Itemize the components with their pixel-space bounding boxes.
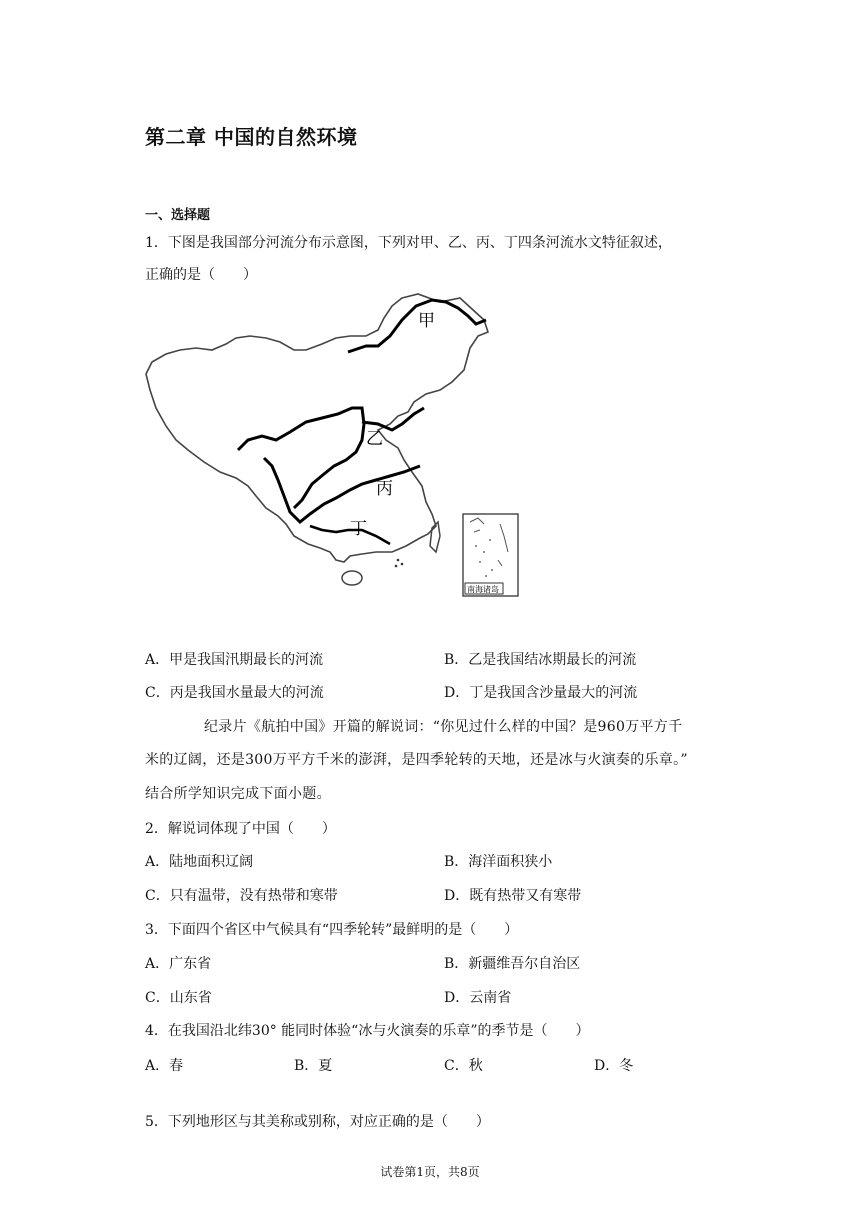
q4-option-d[interactable]: D．冬 <box>594 1058 634 1074</box>
chapter-title: 第二章 中国的自然环境 <box>145 125 358 149</box>
china-outline <box>146 294 488 562</box>
label-jia: 甲 <box>418 311 435 331</box>
q3-option-d[interactable]: D．云南省 <box>444 990 512 1006</box>
q4-stem: 4．在我国沿北纬30° 能同时体验“冰与火演奏的乐章”的季节是（ ） <box>145 1023 590 1039</box>
q3-option-a[interactable]: A．广东省 <box>145 956 212 972</box>
q3-option-b[interactable]: B．新疆维吾尔自治区 <box>444 956 581 972</box>
page-footer: 试卷第1页，共8页 <box>380 1165 480 1179</box>
river-jia <box>348 300 486 352</box>
q1-option-c[interactable]: C．丙是我国水量最大的河流 <box>145 685 324 701</box>
passage-line2: 米的辽阔，还是300万平方千米的澎湃，是四季轮转的天地，还是冰与火演奏的乐章。” <box>145 752 688 768</box>
passage-line1: 纪录片《航拍中国》开篇的解说词：“你见过什么样的中国？是960万平方千 <box>204 719 683 735</box>
hainan-island <box>342 571 362 585</box>
label-bing: 丙 <box>376 479 393 499</box>
q1-stem-line1: 1．下图是我国部分河流分布示意图，下列对甲、乙、丙、丁四条河流水文特征叙述， <box>145 235 672 251</box>
q2-option-d[interactable]: D．既有热带又有寒带 <box>444 888 582 904</box>
q3-stem: 3．下面四个省区中气候具有“四季轮转”最鲜明的是（ ） <box>145 922 519 938</box>
label-ding: 丁 <box>350 519 367 539</box>
inset-label: 南海诸岛 <box>467 585 499 594</box>
q1-option-a[interactable]: A．甲是我国汛期最长的河流 <box>145 652 324 668</box>
river-map-figure <box>140 290 530 602</box>
q4-option-b[interactable]: B．夏 <box>294 1058 333 1074</box>
q3-option-c[interactable]: C．山东省 <box>145 990 212 1006</box>
q1-option-d[interactable]: D．丁是我国含沙量最大的河流 <box>444 685 638 701</box>
q2-option-a[interactable]: A．陆地面积辽阔 <box>145 854 254 870</box>
q2-stem: 2．解说词体现了中国（ ） <box>145 821 336 837</box>
q1-stem-line2: 正确的是（ ） <box>145 267 257 283</box>
label-yi: 乙 <box>366 429 383 449</box>
q4-option-a[interactable]: A．春 <box>145 1058 184 1074</box>
q2-option-c[interactable]: C．只有温带，没有热带和寒带 <box>145 888 338 904</box>
q4-option-c[interactable]: C．秋 <box>444 1058 483 1074</box>
river-bing <box>264 458 420 522</box>
q1-option-b[interactable]: B．乙是我国结冰期最长的河流 <box>444 652 637 668</box>
q5-stem: 5．下列地形区与其美称或别称，对应正确的是（ ） <box>145 1114 490 1130</box>
section-heading: 一、选择题 <box>145 208 211 223</box>
passage-line3: 结合所学知识完成下面小题。 <box>145 786 331 802</box>
q2-option-b[interactable]: B．海洋面积狭小 <box>444 854 553 870</box>
